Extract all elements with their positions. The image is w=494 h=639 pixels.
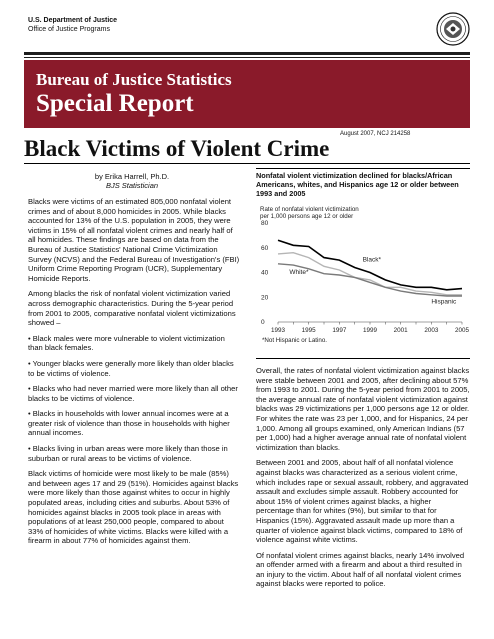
agency-name: U.S. Department of Justice	[28, 17, 118, 24]
paragraph: Between 2001 and 2005, about half of all nonfatal violence against blacks was characterized as a serious violent crime, which includes rape or sexual assault, robbery, and aggravated assault and excludes simple assault. Robbery accounted for about 15% of violent crimes against blacks, a higher percentage than for whites (9%), but similar to that for Hispanics (15%). Aggravated assault made up more than a quarter of violence against black victims, compared to 18% of violence against white victims.	[256, 458, 469, 545]
banner-rule	[24, 52, 470, 55]
x-tick-label: 1993	[270, 327, 286, 334]
left-column	[28, 197, 240, 552]
series-label: Hispanic	[431, 298, 457, 306]
y-tick-label: 0	[261, 319, 265, 326]
banner-rule-thin	[24, 57, 470, 58]
chart-title: Nonfatal violent victimization declined for blacks/African Americans, whites, and Hispanics age 12 or older between 1993 and 2005	[256, 171, 459, 198]
x-tick-label: 1995	[301, 327, 316, 334]
author: by Erika Harrell, Ph.D.	[94, 172, 170, 181]
series-label: Black*	[362, 256, 382, 264]
chart-rule-top	[256, 168, 470, 169]
y-axis-label: Rate of nonfatal violent victimization	[260, 206, 359, 213]
bullet-item: • Blacks who had never married were more likely than all other blacks to be victims of violence.	[28, 384, 238, 403]
chart-box	[256, 168, 470, 359]
report-banner	[24, 52, 470, 128]
x-tick-label: 2003	[424, 327, 439, 334]
series-name: Special Report	[36, 90, 194, 117]
bullet-item: • Blacks in households with lower annual incomes were at a greater risk of violence than those in households with higher annual incomes.	[28, 409, 230, 438]
agency-header	[28, 16, 117, 34]
bullet-item: • Younger blacks were generally more likely than older blacks to be victims of violence.	[28, 358, 234, 378]
banner-box	[24, 60, 470, 128]
doj-seal-icon	[436, 12, 470, 46]
report-title: Black Victims of Violent Crime	[24, 136, 330, 161]
bullet-item: • Blacks living in urban areas were more likely than those in suburban or rural areas to be victims of violence.	[28, 444, 228, 463]
y-tick-label: 40	[261, 269, 269, 277]
x-tick-label: 2001	[393, 327, 408, 334]
paragraph: Of nonfatal violent crimes against blacks, nearly 14% involved an offender armed with a firearm and about a third resulted in an injury to the victim. About half of all nonfatal violent crimes against blacks were reported to police.	[256, 550, 465, 589]
x-tick-label: 1999	[362, 327, 378, 334]
agency-office: Office of Justice Programs	[28, 26, 110, 33]
x-tick-label: 1997	[332, 327, 347, 334]
right-column	[256, 366, 470, 595]
y-tick-label: 80	[261, 220, 269, 227]
author-role: BJS Statistician	[105, 181, 159, 190]
title-rule	[24, 163, 470, 164]
byline	[24, 172, 240, 190]
bureau-name: Bureau of Justice Statistics	[36, 70, 232, 89]
line-chart	[256, 204, 470, 354]
date-ncj: August 2007, NCJ 214258	[340, 131, 411, 137]
chart-footnote: *Not Hispanic or Latino.	[262, 337, 328, 344]
bullet-item: • Black males were more vulnerable to violent victimization than black females.	[28, 333, 225, 353]
paragraph: Overall, the rates of nonfatal violent victimization against blacks were stable between 2001 and 2005, after declining about 57% from 1993 to 2001. During the 5-year period from 2001 to 2005, the average annual rate of nonfatal violent victimization against blacks was 29 victimizations per 1,000 persons age 12 or older. For whites the rate was 23 per 1,000, and for Hispanics, 24 per 1,000. Among all groups examined, only American Indians (57 per 1,000) had a higher average annual rate of nonfatal violent victimization than blacks.	[256, 366, 470, 452]
y-tick-label: 20	[261, 294, 269, 302]
y-axis-label: per 1,000 persons age 12 or older	[260, 213, 354, 220]
y-tick-label: 60	[261, 244, 269, 252]
paragraph: Black victims of homicide were most likely to be male (85%) and between ages 17 and 29 (51%). Homicides against blacks were more likely than those against whites to occur in highly populated areas, including cities and suburbs. About 53% of homicides against blacks in 2005 took place in areas with populations of at least 250,000 people, compared to about 33% of homicides of white victims. Blacks were killed with a firearm in about 77% of homicides against them.	[28, 469, 239, 546]
paragraph: Among blacks the risk of nonfatal violent victimization varied across demographic characteristics. During the 5-year period from 2001 to 2005, comparative nonfatal violent victimizations showed –	[28, 289, 236, 328]
x-tick-label: 2005	[454, 327, 470, 334]
chart-rule-bottom	[256, 358, 470, 359]
paragraph: Blacks were victims of an estimated 805,000 nonfatal violent crimes and of about 8,000 homicides in 2005. While blacks accounted for 13% of the U.S. population in 2005, they were victims in 15% of all nonfatal violent crimes and nearly half of all homicides. These findings are based on data from the Bureau of Justice Statistics' National Crime Victimization Survey (NCVS) and the Federal Bureau of Investigation's (FBI) Uniform Crime Reporting Program (UCR), Supplementary Homicide Reports.	[28, 197, 240, 283]
series-label: White*	[289, 269, 309, 277]
